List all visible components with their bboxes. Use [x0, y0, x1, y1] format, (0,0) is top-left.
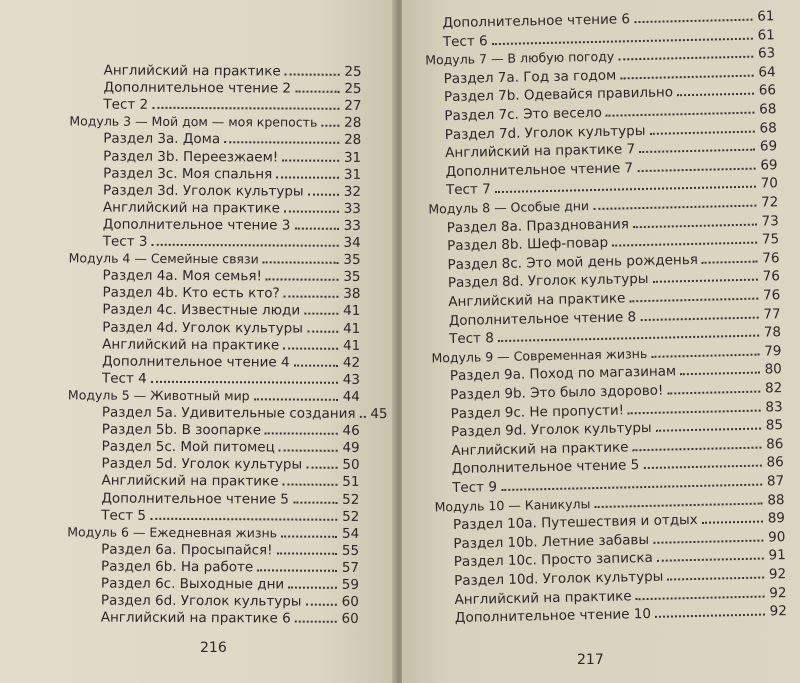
toc-entry-title: Раздел 7c. Это весело [444, 104, 603, 125]
left-toc [0, 0, 396, 683]
toc-entry [103, 182, 361, 199]
toc-entry-page: 44 [342, 388, 360, 405]
toc-entry-title: Английский на практике [102, 336, 280, 354]
dot-leader [655, 614, 765, 618]
toc-entry [101, 541, 359, 558]
toc-entry [102, 285, 360, 302]
toc-entry-title: Модуль 10 — Каникулы [434, 495, 591, 515]
dot-leader [224, 142, 339, 145]
toc-entry-page: 35 [343, 251, 361, 268]
toc-entry-title: Тест 5 [101, 507, 147, 524]
toc-entry [102, 422, 360, 439]
toc-entry-title: Английский на практике [101, 472, 279, 490]
dot-leader [649, 130, 754, 134]
dot-leader [618, 56, 753, 61]
dot-leader [276, 176, 339, 178]
dot-leader [498, 335, 759, 342]
toc-entry-page: 41 [343, 320, 361, 337]
toc-entry-title: Раздел 10b. Летние забавы [453, 531, 650, 552]
dot-leader [656, 428, 761, 432]
toc-entry-page: 28 [344, 132, 362, 149]
toc-entry-page: 31 [343, 149, 362, 166]
toc-entry-title: Тест 4 [101, 370, 147, 387]
toc-entry-title: Английский на практике 7 [445, 141, 636, 162]
toc-entry-title: Тест 9 [452, 479, 498, 497]
toc-entry-title: Раздел 10c. Просто записка [453, 550, 653, 571]
dot-leader [152, 107, 339, 110]
toc-entry-page: 69 [759, 138, 778, 155]
dot-leader [288, 587, 337, 589]
toc-entry-page: 51 [342, 474, 360, 491]
toc-entry-page: 63 [757, 45, 776, 62]
dot-leader [606, 112, 755, 117]
dot-leader [282, 159, 339, 161]
dot-leader [279, 450, 338, 452]
dot-leader [257, 569, 337, 571]
toc-entry-page: 34 [343, 234, 361, 251]
dot-leader [634, 19, 753, 23]
dot-leader [633, 223, 757, 228]
toc-entry-title: Раздел 8d. Уголок культуры [447, 271, 649, 292]
dot-leader [295, 621, 337, 623]
toc-entry-title: Английский на практике [102, 199, 281, 217]
toc-module-entry [69, 114, 361, 132]
toc-entry [104, 63, 362, 80]
toc-entry-title: Раздел 4c. Известные люди [102, 301, 301, 319]
dot-leader [284, 296, 339, 298]
toc-entry-page: 76 [762, 268, 781, 285]
toc-entry-title: Раздел 9c. Не пропусти! [450, 402, 625, 422]
toc-entry [103, 131, 361, 148]
dot-leader [643, 465, 762, 469]
dot-leader [702, 521, 763, 524]
toc-entry [101, 593, 359, 610]
dot-leader [653, 279, 758, 283]
toc-entry-page: 72 [760, 194, 779, 211]
toc-entry [103, 199, 361, 216]
toc-entry-title: Тест 3 [102, 233, 148, 250]
toc-entry-page: 41 [343, 303, 361, 320]
toc-entry-title: Дополнительное чтение 8 [448, 308, 637, 329]
dot-leader [277, 552, 338, 554]
toc-entry [102, 370, 360, 387]
left-page-number: 216 [200, 640, 227, 656]
dot-leader [612, 242, 757, 247]
toc-entry-page: 77 [763, 305, 781, 323]
toc-entry-title: Раздел 9a. Поход по магазинам [449, 363, 677, 385]
toc-entry-title: Модуль 4 — Семейные связи [68, 250, 259, 267]
toc-entry-title: Раздел 3d. Уголок культуры [102, 182, 304, 200]
dot-leader [283, 484, 338, 486]
toc-entry-title: Дополнительное чтение 5 [451, 457, 640, 478]
toc-entry-page: 90 [767, 528, 786, 546]
toc-entry-page: 52 [342, 491, 360, 508]
toc-entry-page: 42 [342, 354, 361, 371]
toc-entry-page: 88 [767, 491, 785, 509]
toc-entry-title: Модуль 8 — Особые дни [428, 198, 590, 217]
toc-entry-page: 35 [343, 268, 361, 286]
toc-entry-page: 32 [343, 183, 362, 200]
toc-module-entry [69, 250, 361, 268]
toc-entry-page: 75 [761, 231, 780, 248]
toc-entry-page: 31 [343, 166, 362, 183]
toc-entry-page: 46 [342, 422, 360, 439]
toc-entry-page: 54 [341, 525, 360, 542]
toc-entry-title: Тест 2 [103, 96, 149, 113]
toc-entry-page: 33 [343, 217, 361, 234]
toc-entry-page: 60 [341, 610, 359, 628]
toc-entry-page: 27 [344, 97, 362, 115]
toc-entry-title: Раздел 7d. Уголок культуры [444, 122, 646, 143]
toc-entry-title: Раздел 3c. Моя спальня [103, 165, 273, 183]
toc-entry-page: 25 [344, 63, 362, 80]
toc-entry-page: 85 [765, 417, 784, 434]
dot-leader [284, 210, 339, 212]
dot-leader [501, 484, 762, 491]
toc-entry-page: 55 [341, 542, 360, 559]
toc-entry [101, 404, 388, 423]
toc-entry [101, 610, 359, 627]
dot-leader [633, 446, 762, 451]
dot-leader [492, 37, 753, 44]
dot-leader [628, 409, 761, 414]
dot-leader [360, 416, 366, 418]
dot-leader [321, 125, 339, 127]
toc-entry-title: Раздел 6a. Просыпайся! [101, 541, 273, 559]
toc-entry [103, 148, 361, 165]
dot-leader [620, 74, 753, 79]
toc-entry-page: 76 [762, 287, 781, 304]
toc-entry-title: Раздел 5b. В зоопарке [101, 421, 262, 439]
dot-leader [653, 539, 763, 543]
toc-entry-title: Английский на практике [454, 587, 632, 608]
right-page-number: 217 [577, 652, 604, 668]
toc-entry-title: Дополнительное чтение 3 [102, 216, 291, 234]
toc-entry-title: Раздел 4d. Уголок культуры [102, 319, 303, 337]
toc-entry-page: 64 [758, 63, 776, 81]
toc-entry-page: 61 [757, 26, 775, 44]
toc-entry-title: Раздел 5c. Мой питомец [101, 438, 275, 456]
toc-entry-title: Дополнительное чтение 4 [102, 353, 290, 371]
dot-leader [151, 381, 338, 384]
dot-leader [495, 186, 756, 193]
toc-entry-page: 45 [370, 405, 388, 423]
toc-entry [103, 234, 361, 251]
dot-leader [667, 391, 760, 395]
toc-entry-page: 66 [758, 82, 777, 99]
toc-entry-title: Модуль 7 — В любую погоду [425, 48, 615, 68]
toc-entry-title: Раздел 6d. Уголок культуры [100, 592, 302, 610]
toc-entry-page: 50 [342, 457, 360, 474]
toc-entry-page: 33 [343, 200, 361, 217]
toc-entry [101, 490, 359, 507]
toc-entry-title: Раздел 4a. Моя семья! [102, 267, 262, 285]
toc-entry-page: 86 [766, 435, 784, 453]
dot-leader [677, 93, 754, 97]
toc-entry-title: Раздел 8a. Празднования [446, 215, 630, 236]
toc-module-entry [68, 387, 360, 405]
toc-entry [104, 80, 362, 97]
dot-leader [651, 353, 759, 357]
toc-entry [101, 576, 359, 593]
toc-entry-title: Английский на практике [103, 62, 281, 80]
toc-entry-page: 92 [769, 584, 787, 602]
toc-entry-title: Модуль 3 — Мой дом — моя крепость [69, 113, 318, 130]
toc-entry-page: 60 [341, 593, 359, 610]
dot-leader [294, 227, 339, 229]
toc-entry-page: 43 [342, 371, 361, 388]
dot-leader [150, 517, 337, 520]
dot-leader [639, 149, 755, 153]
dot-leader [306, 467, 337, 469]
toc-entry-title: Модуль 9 — Современная жизнь [431, 345, 648, 366]
dot-leader [305, 604, 336, 606]
toc-entry-page: 87 [766, 473, 785, 490]
toc-entry-page: 80 [764, 361, 782, 378]
toc-entry-page: 73 [761, 212, 779, 230]
toc-entry-page: 57 [341, 559, 360, 576]
toc-entry-page: 59 [341, 576, 359, 593]
toc-entry-page: 70 [760, 175, 779, 192]
toc-entry-page: 25 [344, 80, 362, 97]
toc-entry-title: Тест 8 [448, 330, 494, 348]
toc-entry-page: 83 [765, 398, 783, 416]
toc-entry-title: Раздел 4b. Кто есть кто? [102, 284, 280, 302]
left-page [0, 0, 396, 683]
toc-entry [103, 165, 361, 182]
toc-entry [101, 507, 359, 524]
toc-entry-page: 41 [342, 337, 361, 354]
toc-entry-title: Раздел 8c. Это мой день рожденья [447, 251, 699, 273]
dot-leader [266, 279, 339, 281]
dot-leader [285, 73, 340, 75]
dot-leader [657, 558, 764, 562]
dot-leader [702, 260, 758, 263]
toc-entry [102, 439, 360, 456]
dot-leader [629, 298, 758, 303]
toc-entry-title: Раздел 7b. Одевайся правильно [443, 84, 674, 106]
toc-entry-title: Дополнительное чтение 6 [442, 11, 631, 32]
toc-entry-title: Английский на практике [451, 439, 629, 459]
toc-entry-page: 68 [759, 101, 777, 118]
dot-leader [307, 330, 338, 332]
toc-entry-page: 52 [342, 508, 360, 525]
toc-entry-title: Дополнительное чтение 7 [445, 159, 634, 180]
toc-entry-page: 61 [757, 8, 775, 25]
toc-entry-title: Дополнительное чтение 2 [103, 79, 292, 97]
dot-leader [151, 244, 338, 247]
toc-entry [101, 558, 359, 575]
dot-leader [293, 501, 338, 503]
toc-entry-title: Раздел 5a. Удивительные создания [101, 404, 356, 422]
toc-entry-page: 68 [759, 119, 777, 137]
toc-entry-title: Тест 6 [442, 32, 488, 50]
dot-leader [281, 535, 337, 537]
dot-leader [680, 372, 760, 376]
toc-entry-title: Раздел 6b. На работе [100, 558, 254, 576]
toc-entry [102, 336, 360, 353]
toc-entry-page: 49 [342, 439, 360, 457]
toc-entry [103, 268, 361, 285]
toc-module-entry [67, 524, 359, 542]
dot-leader [263, 261, 339, 263]
toc-entry [102, 353, 360, 370]
toc-entry [101, 473, 359, 490]
toc-entry-page: 76 [762, 249, 780, 267]
toc-entry [103, 97, 361, 114]
dot-leader [265, 432, 338, 434]
toc-entry-title: Раздел 8b. Шеф-повар [447, 234, 609, 255]
toc-entry-title: Модуль 5 — Животный мир [67, 387, 250, 404]
toc-entry-page: 78 [763, 324, 782, 341]
toc-entry [103, 216, 361, 233]
toc-entry-title: Раздел 3b. Переезжаем! [103, 148, 279, 165]
dot-leader [294, 364, 339, 366]
toc-entry-title: Тест 7 [445, 181, 491, 199]
toc-entry-page: 82 [764, 380, 783, 397]
right-page [402, 0, 800, 683]
toc-entry-page: 28 [344, 115, 362, 132]
toc-entry-title: Раздел 10d. Уголок культуры [454, 568, 664, 590]
toc-entry-title: Раздел 7a. Год за годом [443, 67, 617, 87]
toc-entry-title: Модуль 6 — Ежедневная жизнь [67, 524, 278, 541]
toc-entry-page: 89 [767, 510, 786, 527]
toc-entry [102, 456, 360, 473]
toc-entry-title: Дополнительное чтение 5 [101, 490, 289, 508]
toc-entry-title: Раздел 9d. Уголок культуры [450, 420, 652, 441]
dot-leader [254, 398, 338, 400]
toc-entry [102, 319, 360, 336]
dot-leader [304, 313, 338, 315]
toc-entry-title: Раздел 10a. Путешествия и отдых [452, 512, 698, 534]
toc-entry-page: 69 [760, 156, 778, 174]
toc-entry [102, 302, 360, 319]
toc-entry-page: 91 [768, 547, 786, 564]
toc-entry-title: Раздел 9b. Это было здорово! [450, 382, 664, 404]
toc-entry-title: Раздел 5d. Уголок культуры [101, 455, 303, 473]
toc-entry-page: 92 [769, 603, 788, 620]
dot-leader [308, 193, 339, 195]
dot-leader [640, 316, 759, 320]
toc-entry-page: 86 [766, 454, 784, 471]
dot-leader [594, 502, 762, 508]
toc-entry-title: Дополнительное чтение 10 [454, 606, 652, 627]
dot-leader [637, 167, 756, 171]
toc-entry-page: 92 [768, 566, 787, 583]
right-toc [402, 0, 800, 683]
toc-entry-page: 38 [343, 286, 361, 303]
dot-leader [283, 347, 338, 349]
dot-leader [667, 577, 764, 581]
toc-entry-title: Английский на практике 6 [100, 609, 291, 627]
dot-leader [295, 91, 340, 93]
toc-entry [455, 603, 787, 626]
toc-entry-title: Раздел 6c. Выходные дни [100, 575, 285, 593]
toc-entry-title: Английский на практике [448, 290, 626, 311]
dot-leader [593, 205, 756, 210]
dot-leader [636, 595, 765, 600]
toc-entry-title: Раздел 3a. Дома [103, 130, 221, 148]
toc-entry-page: 79 [764, 342, 782, 360]
